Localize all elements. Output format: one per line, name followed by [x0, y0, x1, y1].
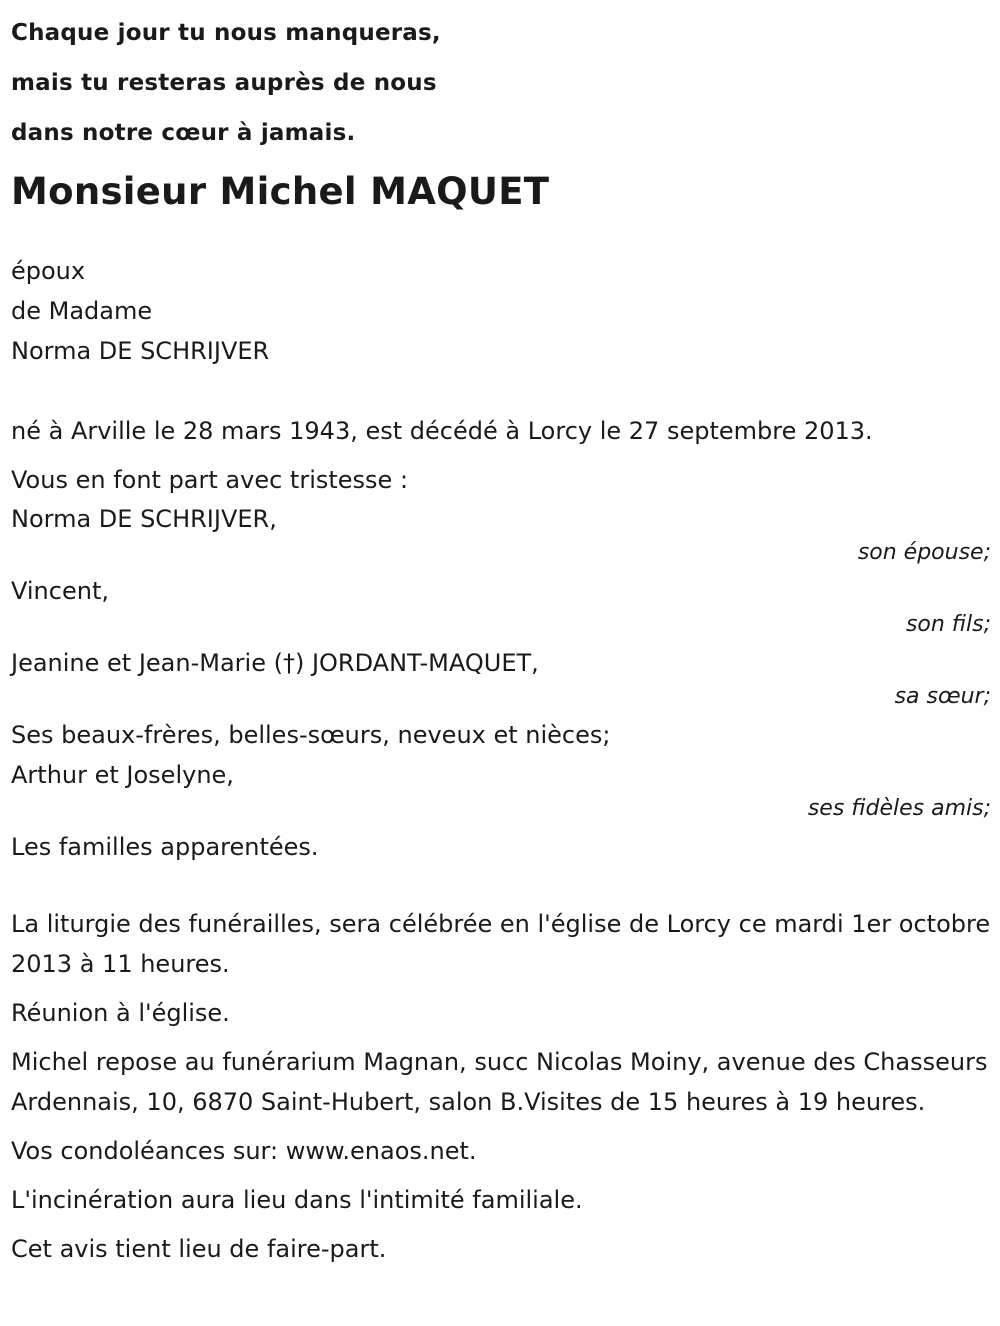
family-member-relation: ses fidèles amis; — [807, 796, 991, 821]
family-list — [11, 506, 991, 860]
verse-line: dans notre cœur à jamais. — [11, 120, 356, 146]
family-member-relation: son fils; — [905, 612, 991, 637]
notice-paragraph: Cet avis tient lieu de faire-part. — [11, 1235, 387, 1263]
announcement-line: Vous en font part avec tristesse : — [11, 466, 409, 494]
family-member-name: Norma DE SCHRIJVER, — [11, 505, 277, 533]
family-member-name: Jeanine et Jean-Marie (†) JORDANT-MAQUET, — [11, 649, 539, 677]
spouse-line: Norma DE SCHRIJVER — [11, 337, 270, 365]
funeral-home-paragraph: Michel repose au funérarium Magnan, succ Nicolas Moiny, avenue des Chasseurs Ardennais, 10, 6870 Saint-Hubert, salon B.Visites de 15 heures à 19 heures. — [11, 1048, 988, 1116]
deceased-name: Monsieur Michel MAQUET — [11, 170, 550, 213]
family-member-relation: son épouse; — [857, 540, 991, 565]
family-member-name: Arthur et Joselyne, — [11, 761, 234, 789]
spouse-line: époux — [11, 257, 86, 285]
family-member-relation: sa sœur; — [894, 684, 991, 709]
verse-line: mais tu resteras auprès de nous — [11, 70, 437, 96]
condolences-paragraph: Vos condoléances sur: www.enaos.net. — [11, 1137, 477, 1165]
spouse-block — [11, 251, 991, 371]
family-member-name: Les familles apparentées. — [11, 833, 319, 861]
family-member-name: Ses beaux-frères, belles-sœurs, neveux et nièces; — [11, 721, 611, 749]
memorial-verse — [11, 0, 991, 158]
obituary-notice — [11, 0, 991, 1269]
meeting-paragraph: Réunion à l'église. — [11, 999, 230, 1027]
funeral-liturgy-paragraph: La liturgie des funérailles, sera célébrée en l'église de Lorcy ce mardi 1er octobre 2013 à 11 heures. — [11, 910, 991, 978]
verse-line: Chaque jour tu nous manqueras, — [11, 20, 441, 46]
birth-death-line: né à Arville le 28 mars 1943, est décédé à Lorcy le 27 septembre 2013. — [11, 417, 873, 445]
spouse-line: de Madame — [11, 297, 153, 325]
cremation-paragraph: L'incinération aura lieu dans l'intimité familiale. — [11, 1186, 583, 1214]
family-member-name: Vincent, — [11, 577, 109, 605]
